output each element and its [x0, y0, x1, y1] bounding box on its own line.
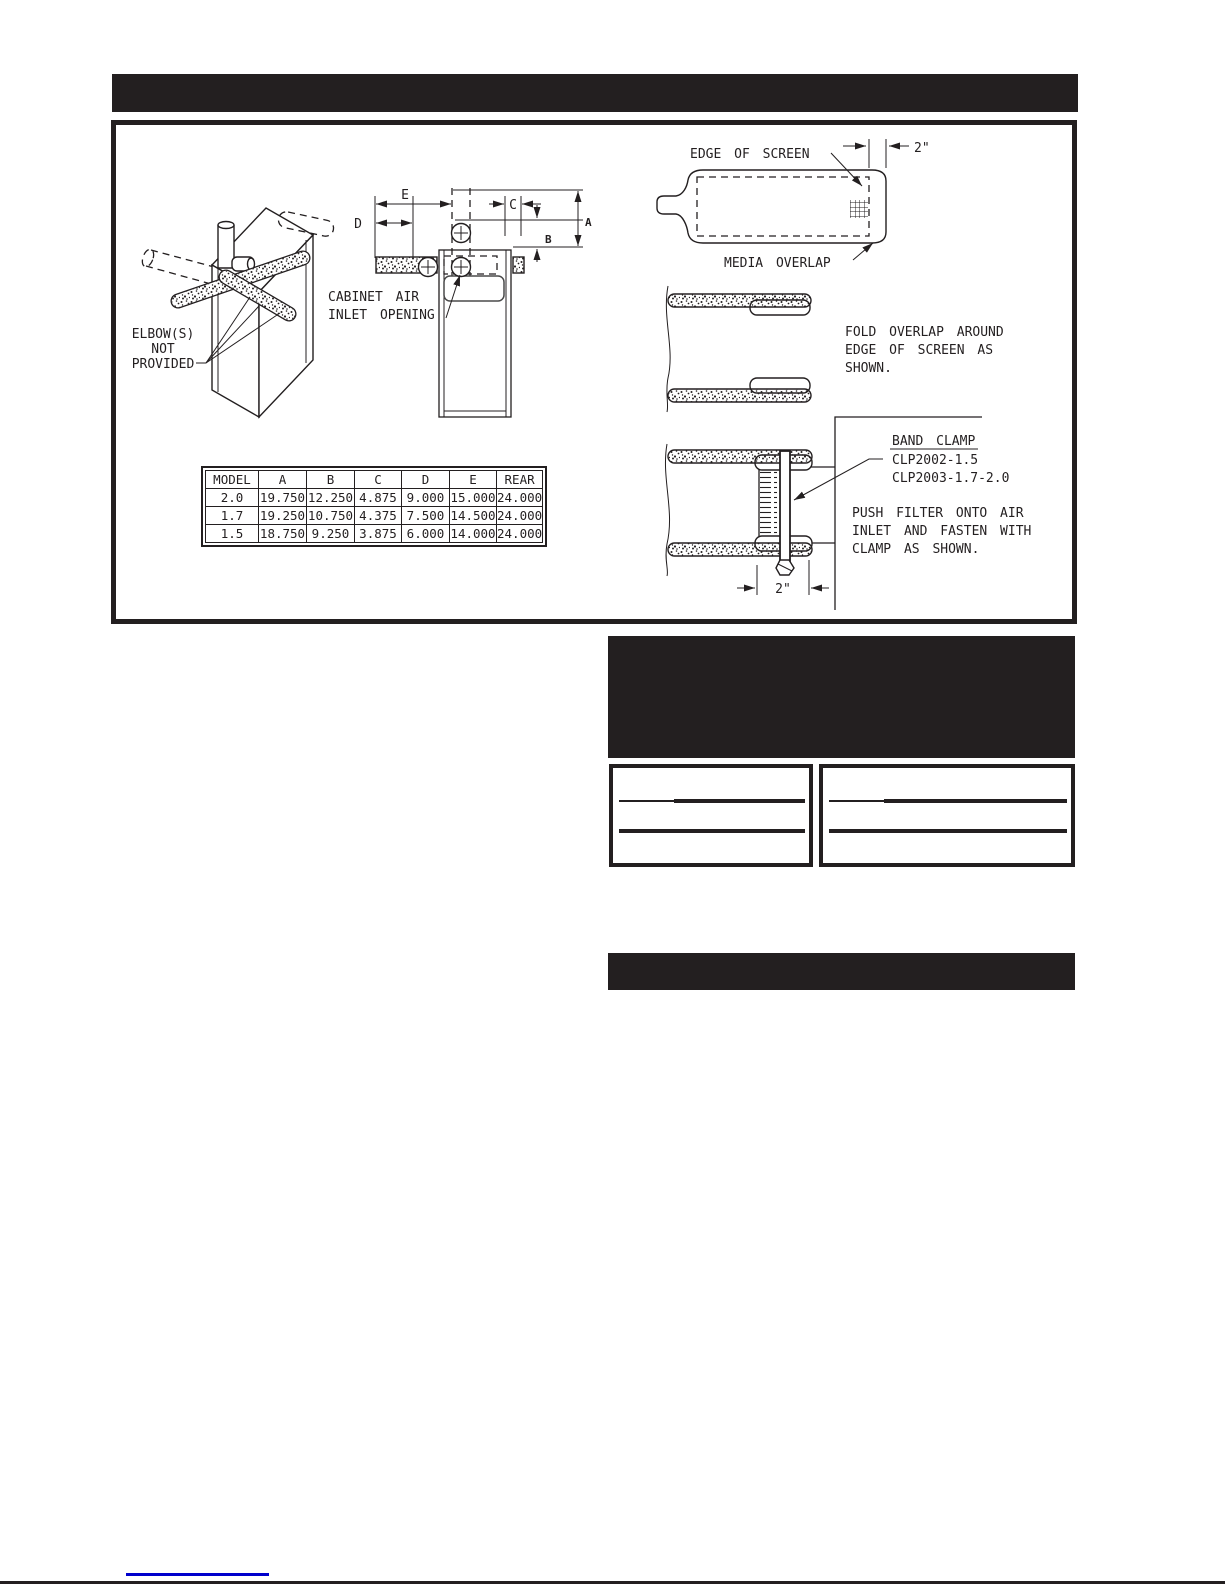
cell: 10.750 — [307, 508, 354, 523]
cell: 2.0 — [206, 489, 259, 507]
table-row — [206, 507, 543, 525]
cell: 14.500 — [450, 508, 496, 523]
cell: 9.250 — [307, 525, 355, 543]
cell: 6.000 — [402, 525, 450, 543]
dim-label-b: B — [545, 233, 552, 246]
fold-note-line2: EDGE OF SCREEN AS — [845, 343, 994, 358]
band-clamp-part1: CLP2002-1.5 — [892, 453, 979, 468]
table-header-row — [206, 471, 543, 489]
dim-label-a: A — [585, 216, 592, 229]
fold-overlap-drawing — [666, 286, 1004, 412]
clamp-width-dim: 2" — [775, 582, 791, 597]
elbow-note-line1: ELBOW(S) — [131, 327, 195, 342]
col-header-c: C — [355, 471, 402, 489]
table-row — [206, 525, 543, 543]
cell: 7.500 — [402, 507, 450, 525]
col-header-a: A — [259, 471, 307, 489]
cell: 24.000 — [497, 508, 543, 523]
cell: 4.875 — [355, 489, 402, 507]
cell: 3.875 — [355, 525, 402, 543]
cell: 15.000 — [450, 490, 496, 505]
bottom-page-rule — [0, 1581, 1225, 1584]
cell: 1.7 — [206, 507, 259, 525]
col-header-d: D — [402, 471, 450, 489]
form-box-left — [609, 764, 813, 867]
cell: 9.000 — [402, 489, 450, 507]
fold-note-line3: SHOWN. — [845, 361, 892, 376]
col-header-e: E — [450, 471, 497, 489]
footer-link-underline[interactable] — [126, 1573, 269, 1576]
filter-flat-view-drawing — [657, 139, 930, 271]
edge-of-screen-label: EDGE OF SCREEN — [690, 147, 810, 162]
front-view-drawing — [328, 188, 592, 417]
band-clamp-drawing — [665, 417, 1031, 610]
dim-label-e: E — [401, 188, 409, 203]
push-filter-note-line3: CLAMP AS SHOWN. — [852, 542, 980, 557]
cell: 12.250 — [307, 490, 354, 505]
redacted-section-bar — [608, 953, 1075, 990]
cell: 24.000 — [497, 490, 543, 505]
isometric-cabinet-drawing — [132, 208, 335, 417]
form-line — [829, 829, 1067, 833]
col-header-b: B — [307, 471, 355, 489]
fold-note-line1: FOLD OVERLAP AROUND — [845, 325, 1004, 340]
table-row — [206, 489, 543, 507]
cell: 1.5 — [206, 525, 259, 543]
push-filter-note-line1: PUSH FILTER ONTO AIR — [852, 506, 1024, 521]
dim-label-d: D — [354, 217, 362, 232]
dim-label-c: C — [509, 198, 517, 213]
cell: 14.000 — [450, 526, 496, 541]
filter-width-dim: 2" — [914, 141, 930, 156]
redacted-text-block — [608, 636, 1075, 758]
form-line — [829, 799, 1067, 803]
col-header-rear: REAR — [497, 471, 543, 489]
cell: 4.375 — [355, 507, 402, 525]
elbow-note-line2: NOT — [151, 342, 175, 357]
cabinet-air-label-line2: INLET OPENING — [328, 308, 435, 323]
cell: 19.250 — [259, 508, 306, 523]
cell: 24.000 — [497, 526, 543, 541]
elbow-note-line3: PROVIDED — [131, 357, 195, 372]
band-clamp-title: BAND CLAMP — [892, 434, 976, 449]
push-filter-note-line2: INLET AND FASTEN WITH — [852, 524, 1032, 539]
form-line — [619, 829, 805, 833]
form-line — [619, 799, 805, 803]
model-dimension-table — [201, 466, 547, 547]
cabinet-air-label-line1: CABINET AIR — [328, 290, 420, 305]
band-clamp-part2: CLP2003-1.7-2.0 — [892, 471, 1010, 486]
col-header-model: MODEL — [206, 471, 259, 489]
media-overlap-label: MEDIA OVERLAP — [724, 256, 831, 271]
cell: 19.750 — [259, 490, 306, 505]
form-box-right — [819, 764, 1075, 867]
cell: 18.750 — [259, 526, 306, 541]
